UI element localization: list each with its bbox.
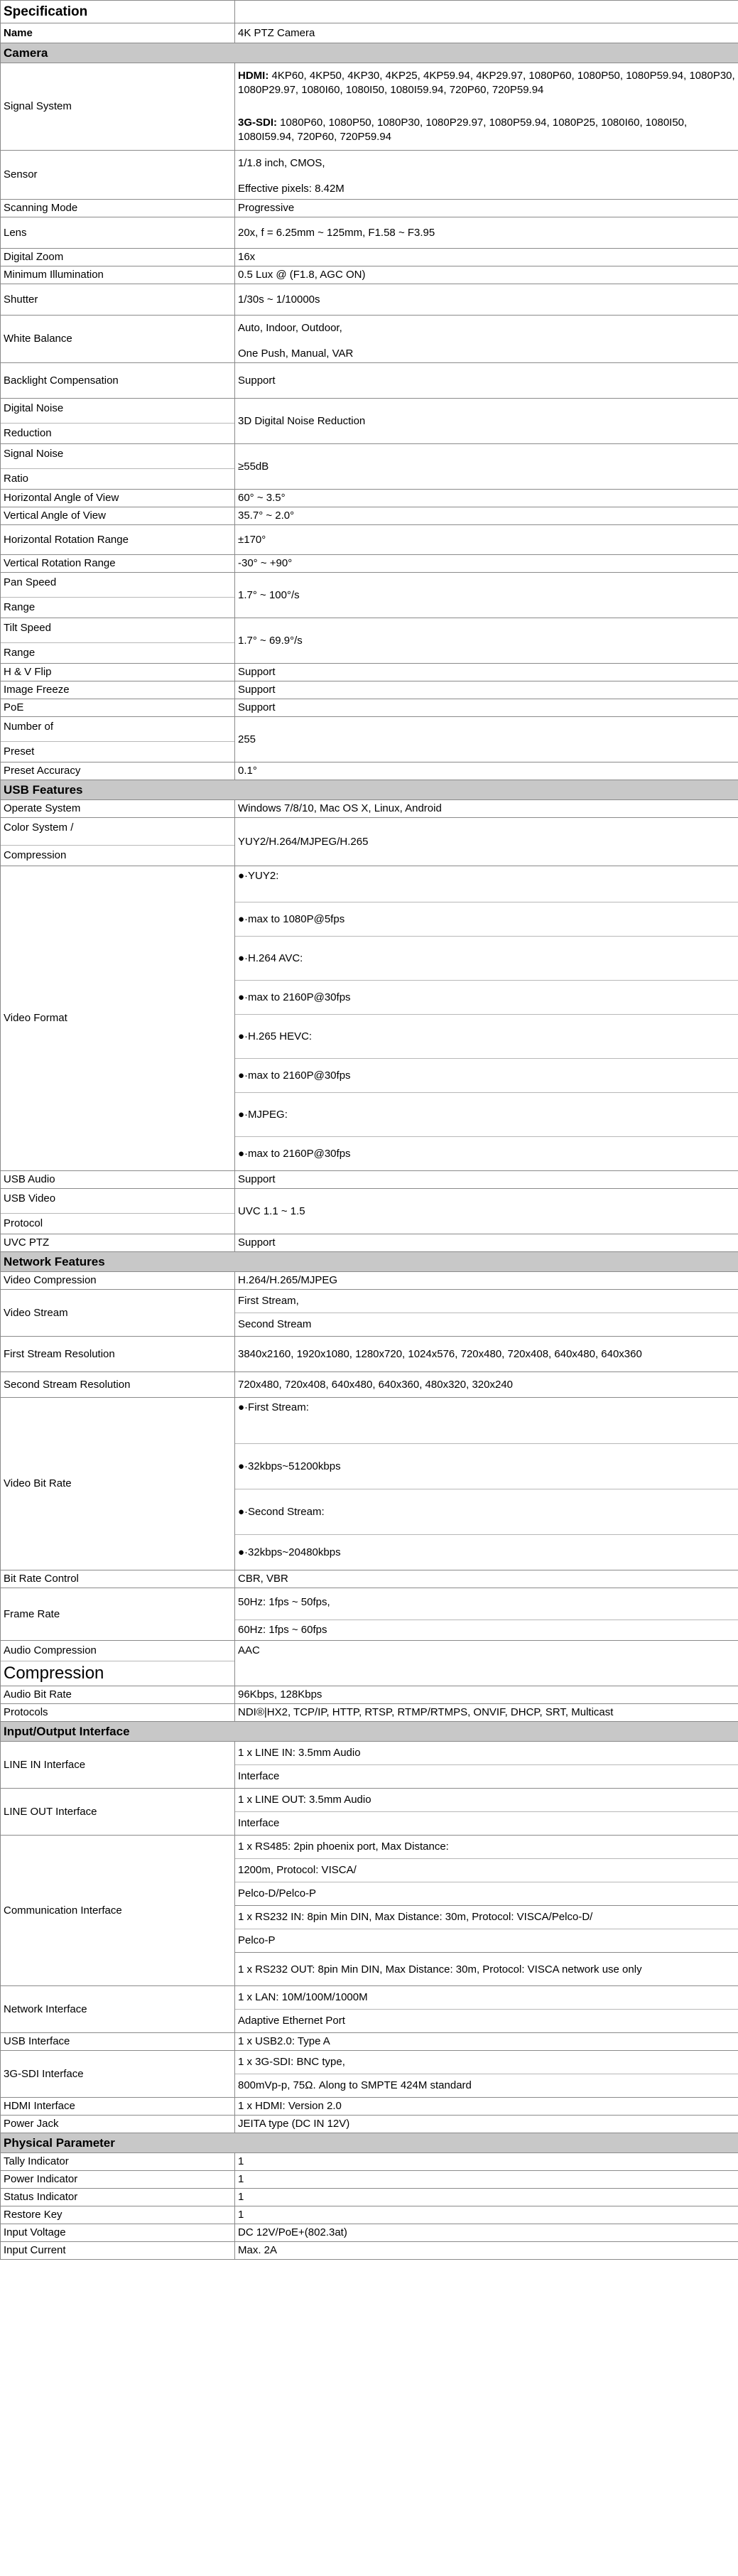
hdmi-value: 1 x HDMI: Version 2.0	[235, 2098, 738, 2116]
vs-line: Second Stream	[235, 1313, 738, 1336]
pan-value: 1.7° ~ 100°/s	[235, 573, 738, 618]
fsr-label: First Stream Resolution	[1, 1337, 235, 1372]
color-value: YUY2/H.264/MJPEG/H.265	[235, 818, 738, 866]
list-item: ●·Second Stream:	[235, 1489, 738, 1534]
pan-label: Range	[1, 597, 234, 618]
table-row	[1, 2033, 738, 2051]
vs-line: First Stream,	[238, 1295, 299, 1307]
uvc-ptz-label: UVC PTZ	[1, 1234, 235, 1252]
proto-value: NDI®|HX2, TCP/IP, HTTP, RTSP, RTMP/RTMPS, ONVIF, DHCP, SRT, Multicast	[235, 1704, 738, 1722]
list-item: ●·YUY2:	[238, 870, 279, 882]
zoom-label: Digital Zoom	[1, 249, 235, 266]
table-row	[1, 1704, 738, 1722]
table-row	[1, 800, 738, 818]
table-row	[1, 699, 738, 717]
table-row	[1, 1189, 738, 1234]
table-row	[1, 2116, 738, 2133]
ac-value: AAC	[238, 1644, 260, 1656]
zoom-value: 16x	[235, 249, 738, 266]
list-item: ●·32kbps~20480kbps	[235, 1534, 738, 1570]
comm-line: 1200m, Protocol: VISCA/	[235, 1858, 738, 1882]
sdi-prefix: 3G-SDI:	[238, 117, 278, 129]
net-line: 1 x LAN: 10M/100M/1000M	[238, 1991, 368, 2003]
table-row	[1, 2242, 738, 2260]
tilt-label: Range	[1, 642, 234, 663]
table-row	[1, 2206, 738, 2224]
shutter-value: 1/30s ~ 1/10000s	[235, 284, 738, 316]
usb-audio-value: Support	[235, 1171, 738, 1189]
sdi-formats: 1080P60, 1080P50, 1080P30, 1080P29.97, 1080P59.94, 1080P25, 1080I60, 1080I50, 1080I59.94, 720P60, 720P59.94	[238, 117, 688, 143]
comm-line: 1 x RS485: 2pin phoenix port, Max Distance:	[238, 1841, 449, 1853]
tally-value: 1	[235, 2153, 738, 2171]
tally-label: Tally Indicator	[1, 2153, 235, 2171]
table-row	[1, 1337, 738, 1372]
sensor-label: Sensor	[1, 151, 235, 200]
section-network: Network Features	[1, 1252, 738, 1272]
preset-label: Number of	[4, 721, 54, 733]
hdmi-label: HDMI Interface	[1, 2098, 235, 2116]
usb-if-label: USB Interface	[1, 2033, 235, 2051]
table-row	[1, 1641, 738, 1686]
ac-label: Audio Compression	[4, 1644, 97, 1656]
ic-label: Input Current	[1, 2242, 235, 2260]
fsr-value: 3840x2160, 1920x1080, 1280x720, 1024x576, 720x480, 720x408, 640x480, 640x360	[235, 1337, 738, 1372]
table-row	[1, 525, 738, 555]
usb-if-value: 1 x USB2.0: Type A	[235, 2033, 738, 2051]
sdi-label: 3G-SDI Interface	[1, 2051, 235, 2098]
lineout-line: Interface	[235, 1811, 738, 1835]
brc-label: Bit Rate Control	[1, 1570, 235, 1588]
table-row	[1, 507, 738, 525]
table-row	[1, 23, 738, 43]
table-row	[1, 200, 738, 217]
iv-label: Input Voltage	[1, 2224, 235, 2242]
iv-value: DC 12V/PoE+(802.3at)	[235, 2224, 738, 2242]
section-header	[1, 780, 738, 800]
list-item: ●·max to 2160P@30fps	[235, 1136, 738, 1170]
linein-line: Interface	[235, 1764, 738, 1788]
tilt-value: 1.7° ~ 69.9°/s	[235, 618, 738, 664]
scan-value: Progressive	[235, 200, 738, 217]
list-item: ●·H.265 HEVC:	[235, 1014, 738, 1058]
brc-value: CBR, VBR	[235, 1570, 738, 1588]
hview-label: Horizontal Angle of View	[1, 490, 235, 507]
fr-line: 60Hz: 1fps ~ 60fps	[235, 1620, 738, 1640]
comm-line: 1 x RS232 IN: 8pin Min DIN, Max Distance: 30m, Protocol: VISCA/Pelco-D/	[235, 1905, 738, 1929]
section-header	[1, 1722, 738, 1742]
table-row	[1, 490, 738, 507]
vc-value: H.264/H.265/MJPEG	[235, 1272, 738, 1290]
table-row	[1, 2224, 738, 2242]
table-row	[1, 818, 738, 866]
table-row	[1, 1686, 738, 1704]
table-row	[1, 284, 738, 316]
video-format-label: Video Format	[1, 866, 235, 1171]
comm-label: Communication Interface	[1, 1836, 235, 1986]
illum-value: 0.5 Lux @ (F1.8, AGC ON)	[235, 266, 738, 284]
list-item: ●·H.264 AVC:	[235, 936, 738, 980]
name-label: Name	[1, 23, 235, 43]
linein-label: LINE IN Interface	[1, 1742, 235, 1789]
name-value: 4K PTZ Camera	[235, 23, 738, 43]
illum-label: Minimum Illumination	[1, 266, 235, 284]
section-header	[1, 43, 738, 63]
blc-value: Support	[235, 363, 738, 399]
table-row	[1, 2171, 738, 2189]
abr-label: Audio Bit Rate	[1, 1686, 235, 1704]
section-header	[1, 1252, 738, 1272]
vrot-label: Vertical Rotation Range	[1, 555, 235, 573]
section-camera: Camera	[1, 43, 738, 63]
table-row	[1, 1234, 738, 1252]
hdmi-prefix: HDMI:	[238, 70, 269, 82]
section-io: Input/Output Interface	[1, 1722, 738, 1742]
snr-value: ≥55dB	[235, 444, 738, 490]
list-item: ●·max to 1080P@5fps	[235, 902, 738, 936]
color-label: Compression	[1, 845, 234, 866]
table-row	[1, 717, 738, 762]
vbr-list	[235, 1398, 738, 1570]
table-row	[1, 555, 738, 573]
comm-line: 1 x RS232 OUT: 8pin Min DIN, Max Distance: 30m, Protocol: VISCA network use only	[235, 1952, 738, 1985]
uvc-label: Protocol	[1, 1213, 234, 1234]
usb-audio-label: USB Audio	[1, 1171, 235, 1189]
acc-value: 0.1°	[235, 762, 738, 780]
table-row	[1, 363, 738, 399]
table-row	[1, 2098, 738, 2116]
preset-value: 255	[235, 717, 738, 762]
scan-label: Scanning Mode	[1, 200, 235, 217]
poe-value: Support	[235, 699, 738, 717]
vbr-label: Video Bit Rate	[1, 1398, 235, 1570]
flip-value: Support	[235, 664, 738, 681]
table-row	[1, 664, 738, 681]
dnr-label: Digital Noise	[4, 402, 64, 414]
power-jack-label: Power Jack	[1, 2116, 235, 2133]
table-row	[1, 249, 738, 266]
fr-line: 50Hz: 1fps ~ 50fps,	[238, 1596, 330, 1608]
wb-line: Auto, Indoor, Outdoor,	[238, 322, 342, 334]
abr-value: 96Kbps, 128Kbps	[235, 1686, 738, 1704]
sdi-line: 800mVp-p, 75Ω. Along to SMPTE 424M standard	[235, 2074, 738, 2097]
pind-value: 1	[235, 2171, 738, 2189]
restore-value: 1	[235, 2206, 738, 2224]
pan-label: Pan Speed	[4, 576, 57, 588]
table-row	[1, 2189, 738, 2206]
ssr-label: Second Stream Resolution	[1, 1372, 235, 1398]
lens-value: 20x, f = 6.25mm ~ 125mm, F1.58 ~ F3.95	[235, 217, 738, 249]
table-row	[1, 1398, 738, 1570]
table-row	[1, 1290, 738, 1337]
proto-label: Protocols	[1, 1704, 235, 1722]
table-row	[1, 1588, 738, 1641]
acc-label: Preset Accuracy	[1, 762, 235, 780]
section-usb: USB Features	[1, 780, 738, 800]
vrot-value: -30° ~ +90°	[235, 555, 738, 573]
table-row	[1, 444, 738, 490]
table-row	[1, 1986, 738, 2033]
poe-label: PoE	[1, 699, 235, 717]
os-value: Windows 7/8/10, Mac OS X, Linux, Android	[235, 800, 738, 818]
blc-label: Backlight Compensation	[1, 363, 235, 399]
ssr-value: 720x480, 720x408, 640x480, 640x360, 480x320, 320x240	[235, 1372, 738, 1398]
linein-line: 1 x LINE IN: 3.5mm Audio	[238, 1747, 361, 1759]
snr-label: Signal Noise	[4, 448, 64, 460]
table-row	[1, 399, 738, 444]
hview-value: 60° ~ 3.5°	[235, 490, 738, 507]
table-row	[1, 573, 738, 618]
dnr-label: Reduction	[1, 423, 234, 443]
lineout-label: LINE OUT Interface	[1, 1789, 235, 1836]
uvc-value: UVC 1.1 ~ 1.5	[235, 1189, 738, 1234]
page-title: Specification	[1, 1, 235, 23]
signal-label: Signal System	[1, 63, 235, 151]
shutter-label: Shutter	[1, 284, 235, 316]
os-label: Operate System	[1, 800, 235, 818]
sind-label: Status Indicator	[1, 2189, 235, 2206]
table-row	[1, 762, 738, 780]
uvc-ptz-value: Support	[235, 1234, 738, 1252]
table-row	[1, 2051, 738, 2098]
table-row	[1, 1570, 738, 1588]
snr-label: Ratio	[1, 468, 234, 489]
table-row	[1, 266, 738, 284]
table-row	[1, 681, 738, 699]
table-row	[1, 1272, 738, 1290]
comm-line: Pelco-D/Pelco-P	[235, 1882, 738, 1905]
tilt-label: Tilt Speed	[4, 622, 51, 634]
table-row	[1, 866, 738, 1171]
table-row	[1, 1171, 738, 1189]
hdmi-formats: 4KP60, 4KP50, 4KP30, 4KP25, 4KP59.94, 4KP29.97, 1080P60, 1080P50, 1080P59.94, 1080P30, 1080P29.97, 1080I60, 1080I50, 1080I59.94, 720P60, 720P59.94	[238, 70, 735, 96]
table-row	[1, 1789, 738, 1836]
table-title-row	[1, 1, 738, 23]
wb-label: White Balance	[1, 316, 235, 363]
power-jack-value: JEITA type (DC IN 12V)	[235, 2116, 738, 2133]
table-row	[1, 63, 738, 151]
uvc-label: USB Video	[4, 1192, 56, 1205]
restore-label: Restore Key	[1, 2206, 235, 2224]
lineout-line: 1 x LINE OUT: 3.5mm Audio	[238, 1794, 371, 1806]
table-row	[1, 1372, 738, 1398]
vview-value: 35.7° ~ 2.0°	[235, 507, 738, 525]
wb-line: One Push, Manual, VAR	[238, 347, 354, 360]
list-item: ●·max to 2160P@30fps	[235, 980, 738, 1014]
video-format-list	[235, 866, 738, 1171]
table-row	[1, 217, 738, 249]
ac-label-large: Compression	[1, 1661, 234, 1686]
list-item: ●·First Stream:	[238, 1401, 309, 1413]
hrot-value: ±170°	[235, 525, 738, 555]
list-item: ●·MJPEG:	[235, 1092, 738, 1136]
list-item: ●·max to 2160P@30fps	[235, 1058, 738, 1092]
table-row	[1, 618, 738, 664]
ic-value: Max. 2A	[235, 2242, 738, 2260]
lens-label: Lens	[1, 217, 235, 249]
sind-value: 1	[235, 2189, 738, 2206]
freeze-label: Image Freeze	[1, 681, 235, 699]
sensor-line: Effective pixels: 8.42M	[238, 183, 344, 195]
sdi-line: 1 x 3G-SDI: BNC type,	[238, 2056, 345, 2068]
section-header	[1, 2133, 738, 2153]
vview-label: Vertical Angle of View	[1, 507, 235, 525]
fr-label: Frame Rate	[1, 1588, 235, 1641]
color-label: Color System /	[4, 821, 74, 834]
preset-label: Preset	[1, 741, 234, 762]
table-row	[1, 316, 738, 363]
hrot-label: Horizontal Rotation Range	[1, 525, 235, 555]
freeze-value: Support	[235, 681, 738, 699]
dnr-value: 3D Digital Noise Reduction	[235, 399, 738, 444]
table-row	[1, 1836, 738, 1986]
vs-label: Video Stream	[1, 1290, 235, 1337]
table-row	[1, 1742, 738, 1789]
table-row	[1, 2153, 738, 2171]
flip-label: H & V Flip	[1, 664, 235, 681]
net-line: Adaptive Ethernet Port	[235, 2009, 738, 2032]
sensor-line: 1/1.8 inch, CMOS,	[238, 157, 325, 169]
list-item: ●·32kbps~51200kbps	[235, 1443, 738, 1489]
section-physical: Physical Parameter	[1, 2133, 738, 2153]
table-row	[1, 151, 738, 200]
pind-label: Power Indicator	[1, 2171, 235, 2189]
vc-label: Video Compression	[1, 1272, 235, 1290]
comm-line: Pelco-P	[235, 1929, 738, 1952]
net-label: Network Interface	[1, 1986, 235, 2033]
